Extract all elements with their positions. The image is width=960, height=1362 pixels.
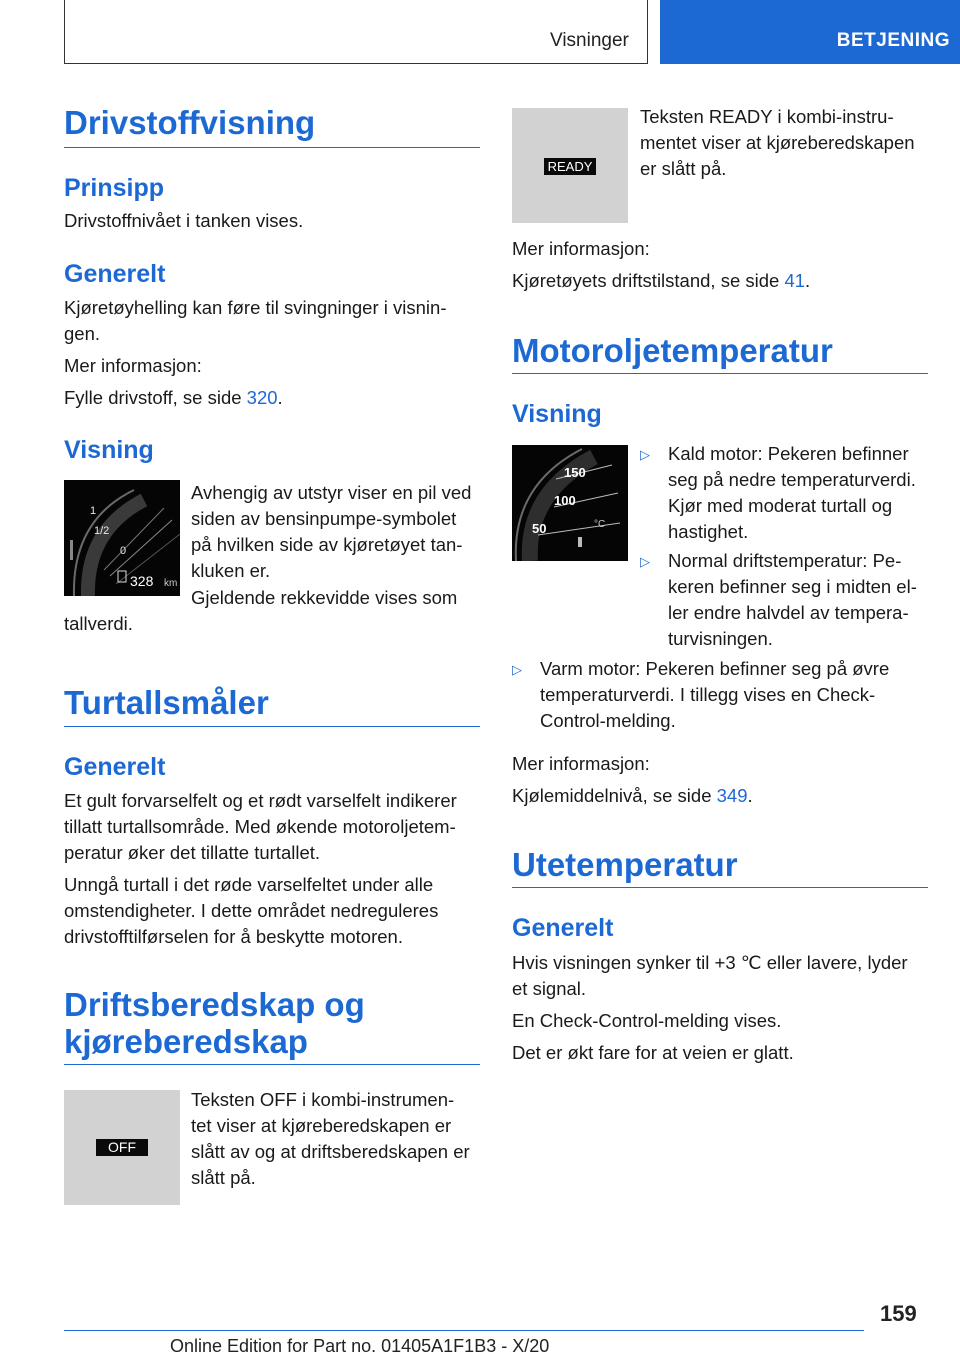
fuel-label-half: 1/2 xyxy=(94,525,110,537)
turtall-line: Et gult forvarselfelt og et rødt varselfelt indikerer xyxy=(64,790,457,811)
fuel-label-empty: 0 xyxy=(120,545,127,557)
generelt-line: Kjøretøyhelling kan føre til svingninger i visnin- xyxy=(64,297,447,318)
prinsipp-heading: Prinsipp xyxy=(64,174,165,202)
driftstilstand-text: Kjøretøyets driftstilstand, se side xyxy=(512,270,785,291)
driftsberedskap-title: Driftsberedskap og xyxy=(64,986,365,1023)
header-section-title: Visninger xyxy=(550,30,629,51)
header-tab-label: BETJENING xyxy=(836,30,950,51)
ready-line: mentet viser at kjøreberedskapen xyxy=(640,132,915,153)
drivstoffvisning-title: Drivstoffvisning xyxy=(64,104,316,141)
page-number: 159 xyxy=(880,1301,917,1326)
prinsipp-text: Drivstoffnivået i tanken vises. xyxy=(64,210,304,231)
bullet-arrow-icon: ▷ xyxy=(640,447,650,462)
turtall-line: omstendigheter. I dette området nedreguleres xyxy=(64,900,439,921)
off-indicator-image xyxy=(64,1090,180,1205)
mer-info-label: Mer informasjon: xyxy=(512,753,650,774)
ute-generelt-heading: Generelt xyxy=(512,914,614,942)
fuel-range-value: 328 xyxy=(130,573,154,589)
fuel-gauge-graphic xyxy=(64,480,180,596)
footer-rule xyxy=(64,1330,864,1331)
ute-glatt-text: Det er økt fare for at veien er glatt. xyxy=(512,1042,794,1063)
turtall-line: peratur øker det tillatte turtallet. xyxy=(64,842,321,863)
page-link-41[interactable]: 41 xyxy=(784,270,806,291)
visning-line: kluken er. xyxy=(191,560,271,581)
title-rule xyxy=(512,373,928,374)
bullet-line: hastighet. xyxy=(668,521,749,542)
generelt-heading: Generelt xyxy=(64,260,166,288)
temp-label-50: 50 xyxy=(532,521,547,536)
turtall-generelt-heading: Generelt xyxy=(64,753,166,781)
gjeldende-line: tallverdi. xyxy=(64,613,133,634)
temp-label-150: 150 xyxy=(564,465,586,480)
turtall-line: drivstofftilførselen for å beskytte motoren. xyxy=(64,926,403,947)
bullet-line: turvisningen. xyxy=(668,628,773,649)
bullet-arrow-icon: ▷ xyxy=(640,554,650,569)
visning-heading: Visning xyxy=(64,436,154,464)
ready-indicator-image xyxy=(512,108,628,223)
bullet-line: seg på nedre temperaturverdi. xyxy=(668,469,916,490)
ready-badge: READY xyxy=(544,158,596,175)
off-line: slått av og at driftsberedskapen er xyxy=(191,1141,470,1162)
title-rule xyxy=(64,147,480,148)
off-badge: OFF xyxy=(96,1139,148,1156)
driftsberedskap-title: kjøreberedskap xyxy=(64,1023,308,1060)
fuel-range-unit: km xyxy=(164,578,178,589)
bullet-line: Kald motor: Pekeren befinner xyxy=(668,443,909,464)
kjolemiddel-reference: Kjølemiddelnivå, se side 349. xyxy=(512,785,753,806)
temp-unit: °C xyxy=(594,519,606,530)
kjolemiddel-text: Kjølemiddelnivå, se side xyxy=(512,785,717,806)
bullet-line: Normal driftstemperatur: Pe- xyxy=(668,550,902,571)
temp-label-100: 100 xyxy=(554,493,576,508)
bullet-line: keren befinner seg i midten el- xyxy=(668,576,917,597)
bullet-line: Kjør med moderat turtall og xyxy=(668,495,893,516)
visning-line: på hvilken side av kjøretøyet tan- xyxy=(191,534,463,555)
title-rule xyxy=(64,1064,480,1065)
turtallsmaler-title: Turtallsmåler xyxy=(64,684,269,721)
ready-line: er slått på. xyxy=(640,158,727,179)
fylle-text: Fylle drivstoff, se side xyxy=(64,387,247,408)
title-rule xyxy=(64,726,480,727)
visning-line: siden av bensinpumpe-symbolet xyxy=(191,508,457,529)
off-line: Teksten OFF i kombi-instrumen- xyxy=(191,1089,455,1110)
visning-line: Avhengig av utstyr viser en pil ved xyxy=(191,482,472,503)
page-link-349[interactable]: 349 xyxy=(716,785,748,806)
utetemperatur-title: Utetemperatur xyxy=(512,846,738,883)
motoroljetemperatur-title: Motoroljetemperatur xyxy=(512,332,833,369)
ute-check-text: En Check-Control-melding vises. xyxy=(512,1010,782,1031)
off-line: slått på. xyxy=(191,1167,256,1188)
bullet-line: Control-melding. xyxy=(540,710,676,731)
bullet-arrow-icon: ▷ xyxy=(512,662,522,677)
gjeldende-line: Gjeldende rekkevidde vises som xyxy=(191,587,458,608)
turtall-line: tillatt turtallsområde. Med økende motoroljetem- xyxy=(64,816,456,837)
fuel-gauge-image xyxy=(64,480,180,596)
bullet-line: ler endre halvdel av tempera- xyxy=(668,602,909,623)
off-line: tet viser at kjøreberedskapen er xyxy=(191,1115,452,1136)
temperature-gauge-image xyxy=(512,445,628,561)
ute-line: Hvis visningen synker til +3 ℃ eller lavere, lyder xyxy=(512,952,908,973)
fuel-label-full: 1 xyxy=(90,505,97,517)
fylle-reference: Fylle drivstoff, se side 320. xyxy=(64,387,283,408)
ready-line: Teksten READY i kombi-instru- xyxy=(640,106,894,127)
mer-info-label: Mer informasjon: xyxy=(512,238,650,259)
visning-heading-right: Visning xyxy=(512,400,602,428)
page-link-320[interactable]: 320 xyxy=(246,387,278,408)
turtall-line: Unngå turtall i det røde varselfeltet under alle xyxy=(64,874,434,895)
ute-line: et signal. xyxy=(512,978,587,999)
bullet-line: temperaturverdi. I tillegg vises en Check- xyxy=(540,684,876,705)
mer-info-label: Mer informasjon: xyxy=(64,355,202,376)
driftstilstand-reference: Kjøretøyets driftstilstand, se side 41. xyxy=(512,270,811,291)
bullet-line: Varm motor: Pekeren befinner seg på øvre xyxy=(540,658,890,679)
generelt-line: gen. xyxy=(64,323,101,344)
footer-edition: Online Edition for Part no. 01405A1F1B3 - X/20 xyxy=(170,1336,550,1356)
temperature-gauge-graphic xyxy=(512,445,628,561)
title-rule xyxy=(512,887,928,888)
